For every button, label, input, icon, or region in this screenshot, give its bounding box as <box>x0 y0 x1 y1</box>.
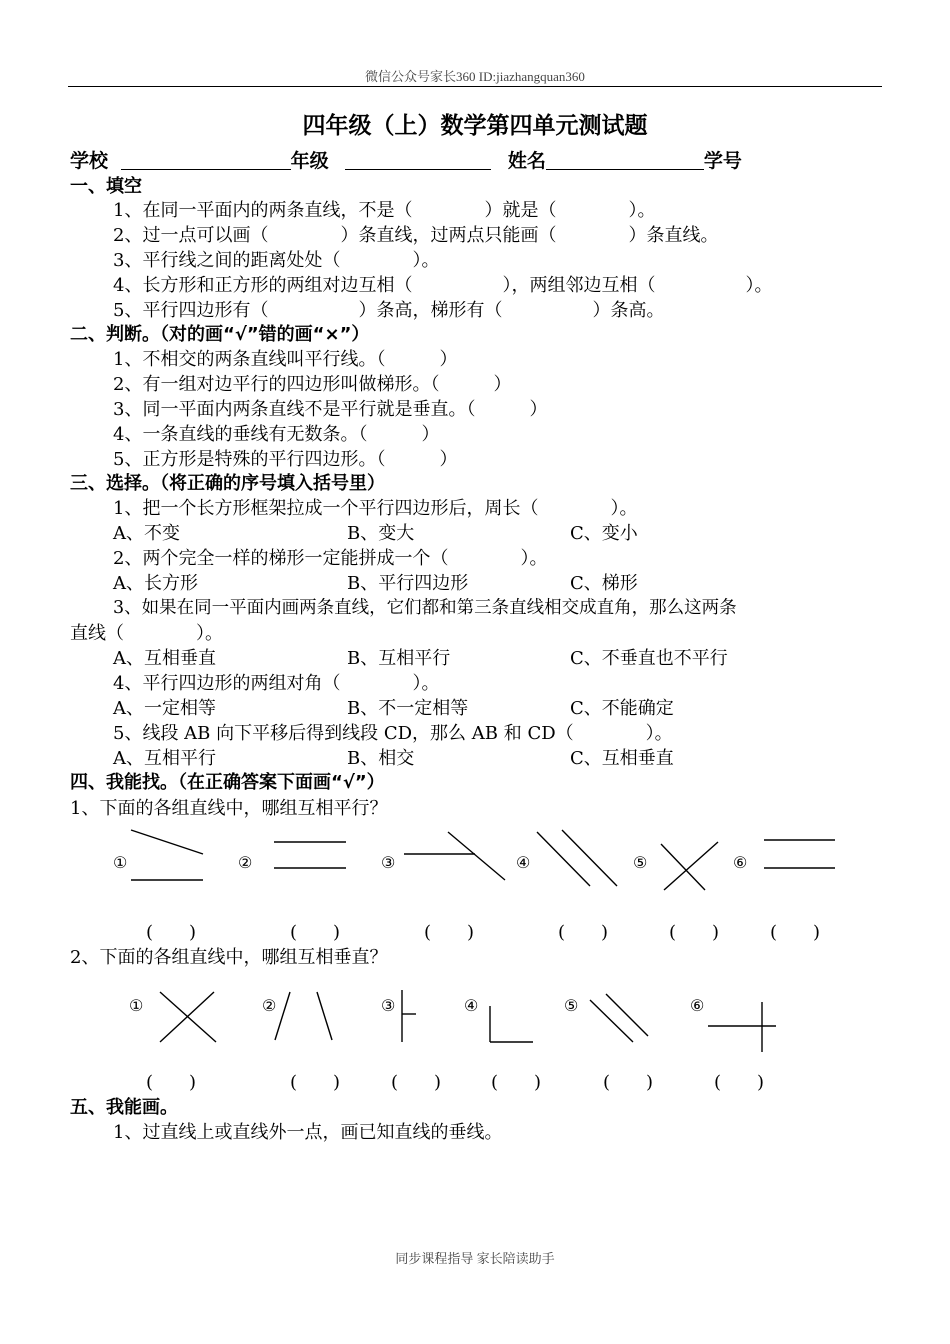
page-header: 微信公众号家长360 ID:jiazhangquan360 <box>365 69 585 84</box>
section5-heading: 五、我能画。 <box>70 1097 178 1118</box>
perpendicular-label-1: ① <box>129 996 144 1015</box>
perpendicular-figure-4 <box>490 1006 533 1042</box>
perpendicular-answer-1[interactable]: ( ) <box>146 1072 197 1093</box>
field-school-label: 学校 <box>70 150 109 172</box>
perpendicular-label-2: ② <box>262 996 277 1015</box>
perpendicular-figure-5 <box>590 994 648 1042</box>
perpendicular-label-5: ⑤ <box>564 996 579 1015</box>
perpendicular-label-6: ⑥ <box>690 996 705 1015</box>
parallel-label-6: ⑥ <box>733 853 748 872</box>
section3-q4-option-c: C、不能确定 <box>570 698 674 719</box>
parallel-answer-1[interactable]: ( ) <box>146 922 197 943</box>
page-footer: 同步课程指导 家长陪读助手 <box>395 1251 555 1266</box>
parallel-label-4: ④ <box>516 853 531 872</box>
section3-q3-option-a: A、互相垂直 <box>113 648 216 669</box>
field-name-label: 姓名 <box>507 150 546 172</box>
parallel-answer-5[interactable]: ( ) <box>669 922 720 943</box>
field-number-label: 学号 <box>703 150 742 172</box>
section3-q2-option-c: C、梯形 <box>570 573 638 594</box>
section3-q5-option-b: B、相交 <box>347 748 415 769</box>
section1-item-2: 2、过一点可以画（ ）条直线，过两点只能画（ ）条直线。 <box>113 225 719 246</box>
parallel-figure-4 <box>537 830 617 886</box>
field-grade-label: 年级 <box>290 150 329 172</box>
parallel-answer-4[interactable]: ( ) <box>558 922 609 943</box>
section2-item-4: 4、一条直线的垂线有无数条。（ ） <box>113 424 440 445</box>
parallel-figure-2 <box>274 842 346 868</box>
perpendicular-figure-6 <box>708 1002 776 1052</box>
perpendicular-answer-3[interactable]: ( ) <box>391 1072 442 1093</box>
parallel-figure-6 <box>764 840 835 868</box>
section3-q2-option-a: A、长方形 <box>113 573 198 594</box>
perpendicular-answer-4[interactable]: ( ) <box>491 1072 542 1093</box>
section5-q1: 1、过直线上或直线外一点，画已知直线的垂线。 <box>113 1122 503 1143</box>
section3-q5-option-c: C、互相垂直 <box>570 748 674 769</box>
perpendicular-answer-6[interactable]: ( ) <box>714 1072 765 1093</box>
section3-q1-option-b: B、变大 <box>347 523 415 544</box>
section3-q4-option-a: A、一定相等 <box>113 698 216 719</box>
section3-q5-option-a: A、互相平行 <box>113 748 216 769</box>
parallel-label-1: ① <box>113 853 128 872</box>
parallel-figure-3 <box>404 832 505 880</box>
perpendicular-figure-1 <box>160 992 216 1042</box>
student-info-fields <box>70 146 742 173</box>
section3-q3-line2: 直线（ ）。 <box>70 623 223 644</box>
section3-q4-option-b: B、不一定相等 <box>347 698 469 719</box>
section2-item-5: 5、正方形是特殊的平行四边形。（ ） <box>113 449 458 470</box>
parallel-label-3: ③ <box>381 853 396 872</box>
section3-q1-option-a: A、不变 <box>113 523 180 544</box>
perpendicular-figures <box>0 980 950 1060</box>
section3-q3-line1: 3、如果在同一平面内画两条直线，它们都和第三条直线相交成直角，那么这两条 <box>113 598 737 618</box>
page-title: 四年级（上）数学第四单元测试题 <box>302 113 648 139</box>
section1-item-1: 1、在同一平面内的两条直线，不是（ ）就是（ ）。 <box>113 200 656 221</box>
section3-q5: 5、线段 AB 向下平移后得到线段 CD，那么 AB 和 CD（ ）。 <box>113 723 673 744</box>
section4-q2: 2、下面的各组直线中，哪组互相垂直？ <box>70 947 388 968</box>
section2-heading: 二、判断。（对的画“√”错的画“×”） <box>70 324 370 345</box>
section1-item-5: 5、平行四边形有（ ）条高，梯形有（ ）条高。 <box>113 300 665 321</box>
perpendicular-label-3: ③ <box>381 996 396 1015</box>
section3-heading: 三、选择。（将正确的序号填入括号里） <box>70 473 385 494</box>
section3-q3-option-b: B、互相平行 <box>347 648 451 669</box>
field-school-blank[interactable] <box>121 151 291 170</box>
parallel-figure-1 <box>131 830 203 880</box>
parallel-figures <box>0 820 950 900</box>
section2-item-3: 3、同一平面内两条直线不是平行就是垂直。（ ） <box>113 399 548 420</box>
section2-item-2: 2、有一组对边平行的四边形叫做梯形。（ ） <box>113 374 512 395</box>
field-name-blank[interactable] <box>546 151 704 170</box>
parallel-answer-3[interactable]: ( ) <box>424 922 475 943</box>
parallel-answer-2[interactable]: ( ) <box>290 922 341 943</box>
section3-q3-option-c: C、不垂直也不平行 <box>570 648 728 669</box>
section3-q4: 4、平行四边形的两组对角（ ）。 <box>113 673 440 694</box>
section3-q2: 2、两个完全一样的梯形一定能拼成一个（ ）。 <box>113 548 548 569</box>
section1-item-4: 4、长方形和正方形的两组对边互相（ ），两组邻边互相（ ）。 <box>113 275 773 296</box>
perpendicular-answer-2[interactable]: ( ) <box>290 1072 341 1093</box>
parallel-figure-5 <box>661 842 718 890</box>
section4-q1: 1、下面的各组直线中，哪组互相平行？ <box>70 798 388 819</box>
section1-heading: 一、填空 <box>70 176 142 197</box>
header-rule <box>68 86 882 87</box>
perpendicular-answer-5[interactable]: ( ) <box>603 1072 654 1093</box>
perpendicular-figure-3 <box>402 990 416 1042</box>
section3-q2-option-b: B、平行四边形 <box>347 573 469 594</box>
perpendicular-label-4: ④ <box>464 996 479 1015</box>
section4-heading: 四、我能找。（在正确答案下面画“√”） <box>70 772 385 793</box>
parallel-label-5: ⑤ <box>633 853 648 872</box>
parallel-answer-6[interactable]: ( ) <box>770 922 821 943</box>
parallel-label-2: ② <box>238 853 253 872</box>
field-grade-blank[interactable] <box>345 151 491 170</box>
section3-q1: 1、把一个长方形框架拉成一个平行四边形后，周长（ ）。 <box>113 498 638 519</box>
section2-item-1: 1、不相交的两条直线叫平行线。（ ） <box>113 349 458 370</box>
perpendicular-figure-2 <box>275 992 332 1040</box>
section3-q1-option-c: C、变小 <box>570 523 638 544</box>
section1-item-3: 3、平行线之间的距离处处（ ）。 <box>113 250 440 271</box>
